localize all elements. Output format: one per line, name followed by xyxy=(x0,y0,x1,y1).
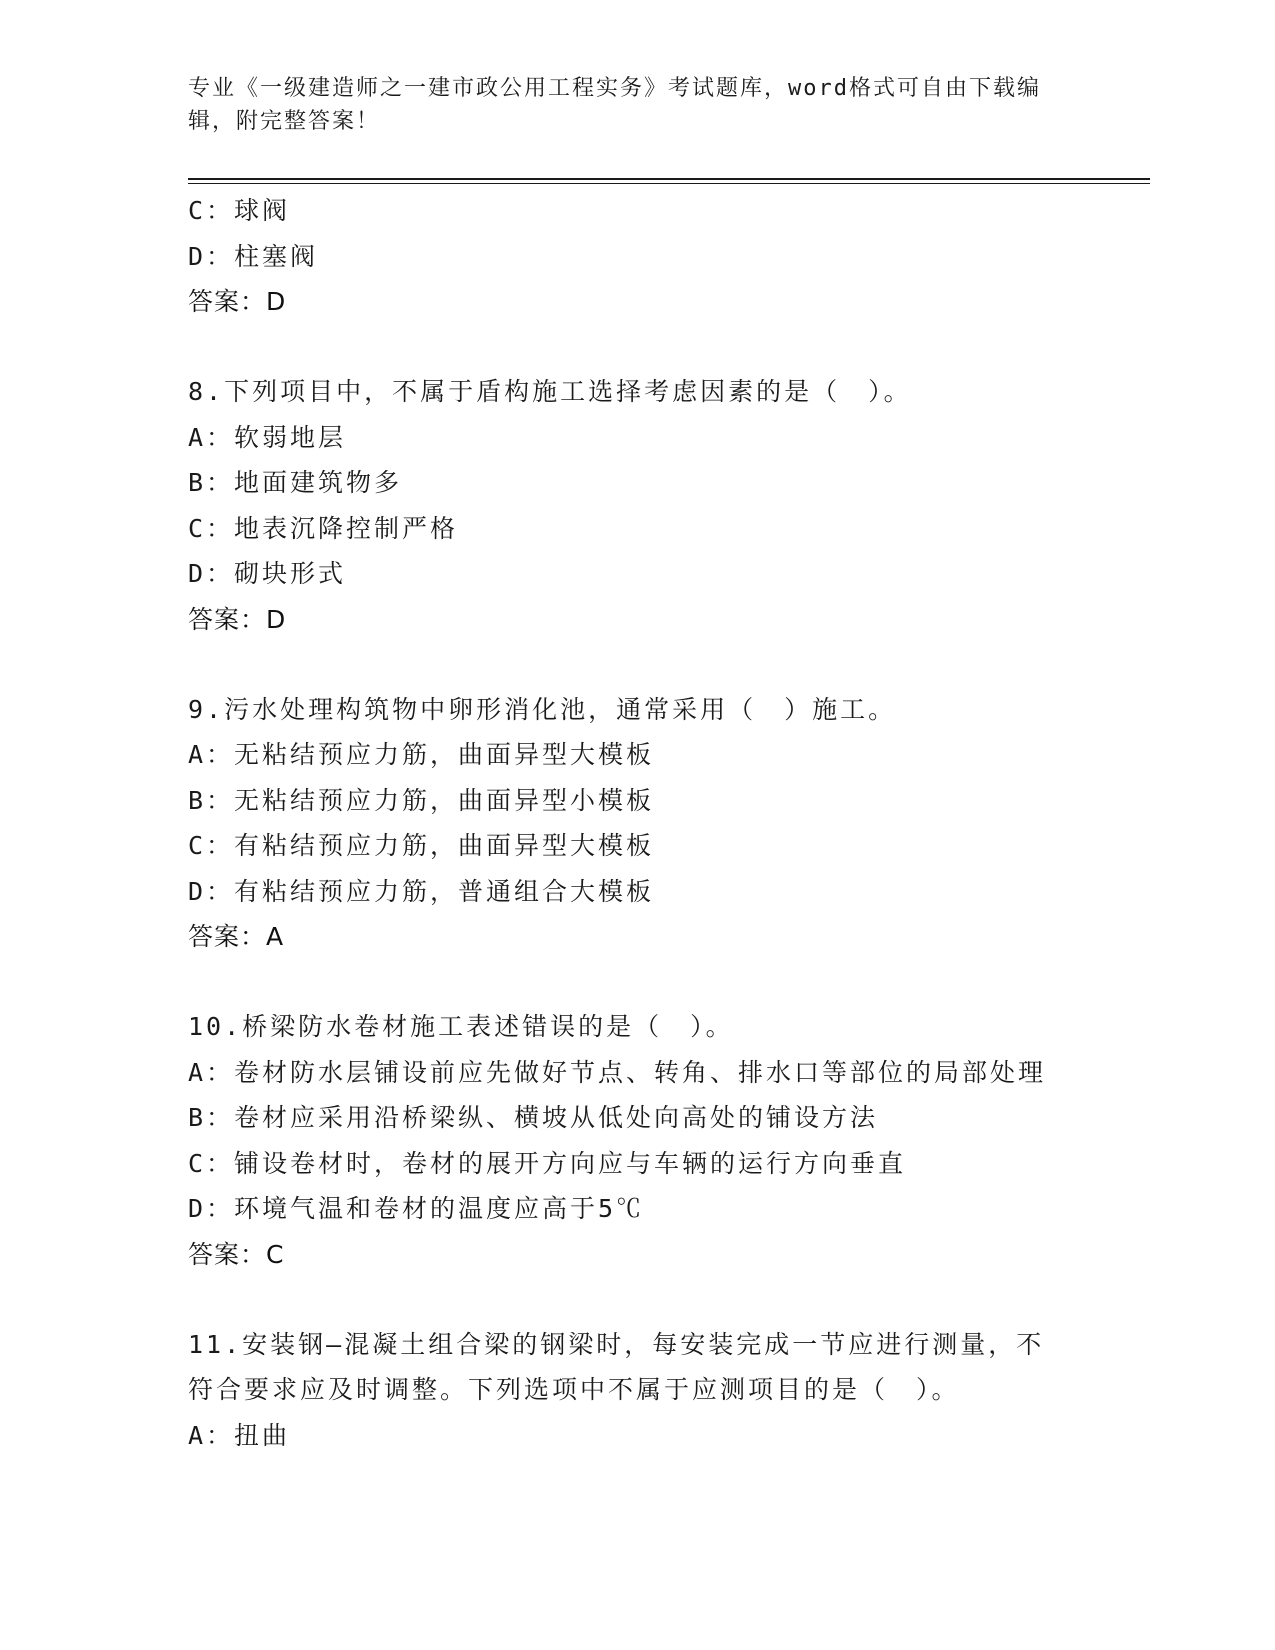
header-rule-thin xyxy=(188,183,1150,184)
question-stem: 10.桥梁防水卷材施工表述错误的是（ ）。 xyxy=(188,1012,734,1041)
question-8 xyxy=(188,369,1148,643)
answer-line: 答案：A xyxy=(188,922,285,951)
option-d: D：柱塞阀 xyxy=(188,241,319,271)
option-c: C：铺设卷材时，卷材的展开方向应与车辆的运行方向垂直 xyxy=(188,1148,907,1178)
answer-line: 答案：D xyxy=(188,604,287,634)
option-d: D：环境气温和卷材的温度应高于5℃ xyxy=(188,1194,645,1223)
question-10 xyxy=(188,1004,1148,1278)
option-d: D：砌块形式 xyxy=(188,559,347,588)
header-rule-thick xyxy=(188,178,1150,180)
question-11 xyxy=(188,1322,1148,1459)
option-c: C：球阀 xyxy=(188,196,291,225)
answer-line: 答案：C xyxy=(188,1239,285,1269)
option-c: C：地表沉降控制严格 xyxy=(188,513,459,543)
option-a: A：软弱地层 xyxy=(188,422,347,452)
option-b: B：卷材应采用沿桥梁纵、横坡从低处向高处的铺设方法 xyxy=(188,1103,879,1132)
option-b: B：地面建筑物多 xyxy=(188,468,403,497)
question-stem: 9.污水处理构筑物中卵形消化池，通常采用（ ）施工。 xyxy=(188,694,897,724)
option-a: A：扭曲 xyxy=(188,1420,291,1450)
header-line-2: 辑，附完整答案！ xyxy=(188,109,381,134)
prev-question-block xyxy=(188,188,1148,325)
document-header xyxy=(188,72,1088,138)
option-a: A：卷材防水层铺设前应先做好节点、转角、排水口等部位的局部处理 xyxy=(188,1057,1047,1087)
option-a: A：无粘结预应力筋，曲面异型大模板 xyxy=(188,740,655,769)
option-b: B：无粘结预应力筋，曲面异型小模板 xyxy=(188,785,655,815)
header-line-1: 专业《一级建造师之一建市政公用工程实务》考试题库，word格式可自由下载编 xyxy=(188,76,1041,101)
question-9 xyxy=(188,687,1148,961)
question-stem-line-1: 11.安装钢—混凝土组合梁的钢梁时，每安装完成一节应进行测量，不 xyxy=(188,1329,1045,1359)
option-c: C：有粘结预应力筋，曲面异型大模板 xyxy=(188,831,655,860)
question-list xyxy=(188,188,1148,1458)
question-stem: 8.下列项目中，不属于盾构施工选择考虑因素的是（ ）。 xyxy=(188,377,912,406)
answer-line: 答案：D xyxy=(188,287,287,316)
question-stem-line-2: 符合要求应及时调整。下列选项中不属于应测项目的是（ ）。 xyxy=(188,1375,960,1404)
option-d: D：有粘结预应力筋，普通组合大模板 xyxy=(188,876,655,906)
